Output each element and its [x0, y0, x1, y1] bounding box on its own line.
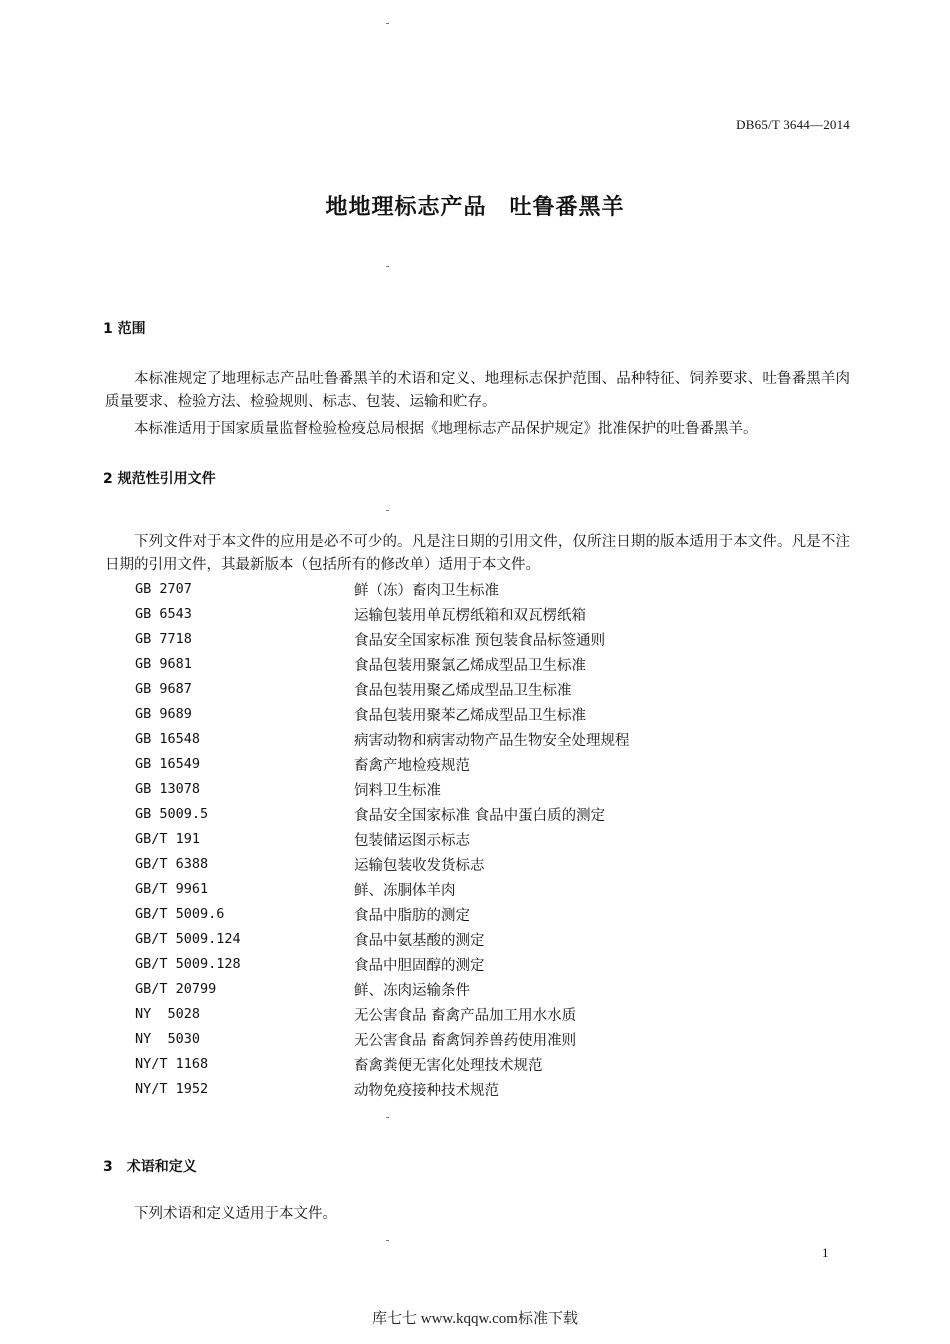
reference-name: 食品包装用聚苯乙烯成型品卫生标准: [354, 708, 586, 724]
reference-row: [135, 904, 775, 929]
scan-mark: [386, 510, 389, 511]
reference-code: NY 5030: [135, 1031, 201, 1047]
reference-code: GB 7718: [135, 631, 192, 647]
reference-code: GB 9687: [135, 681, 192, 697]
footer-watermark: 库七七 www.kqqw.com标准下载: [372, 1311, 578, 1327]
section-2-heading: 2 规范性引用文件: [103, 471, 216, 487]
scan-mark: [386, 1240, 389, 1241]
reference-name: 食品包装用聚氯乙烯成型品卫生标准: [354, 658, 586, 674]
reference-name: 食品中氨基酸的测定: [354, 933, 485, 949]
reference-name: 鲜、冻胴体羊肉: [354, 883, 456, 899]
reference-name: 动物免疫接种技术规范: [354, 1083, 499, 1099]
reference-name: 鲜（冻）畜肉卫生标准: [354, 583, 499, 599]
reference-code: NY/T 1168: [135, 1056, 209, 1072]
scan-mark: [386, 266, 389, 267]
reference-code: NY 5028: [135, 1006, 201, 1022]
reference-name: 畜禽粪便无害化处理技术规范: [354, 1058, 543, 1074]
reference-row: [135, 679, 775, 704]
reference-code: GB/T 9961: [135, 881, 209, 897]
document-title: 地地理标志产品 吐鲁番黑羊: [325, 195, 625, 220]
reference-row: [135, 654, 775, 679]
reference-name: 包装储运图示标志: [354, 833, 470, 849]
scan-mark: [386, 1117, 389, 1118]
reference-code: GB 9689: [135, 706, 192, 722]
reference-code: GB 16549: [135, 756, 201, 772]
reference-code: GB/T 6388: [135, 856, 209, 872]
reference-row: [135, 704, 775, 729]
reference-row: [135, 729, 775, 754]
scope-paragraph-1: 本标准规定了地理标志产品吐鲁番黑羊的术语和定义、地理标志保护范围、品种特征、饲养要求、吐鲁番黑羊肉质量要求、检验方法、检验规则、标志、包装、运输和贮存。: [105, 371, 850, 410]
reference-row: [135, 854, 775, 879]
reference-code: GB 2707: [135, 581, 192, 597]
scope-paragraph-2: 本标准适用于国家质量监督检验检疫总局根据《地理标志产品保护规定》批准保护的吐鲁番黑羊。: [134, 421, 758, 437]
reference-row: [135, 1054, 775, 1079]
reference-code: GB/T 5009.128: [135, 956, 241, 972]
reference-row: [135, 879, 775, 904]
standard-code: DB65/T 3644—2014: [736, 117, 850, 132]
reference-name: 运输包装用单瓦楞纸箱和双瓦楞纸箱: [354, 608, 586, 624]
reference-name: 畜禽产地检疫规范: [354, 758, 470, 774]
reference-code: GB/T 5009.124: [135, 931, 241, 947]
reference-code: GB/T 191: [135, 831, 201, 847]
reference-name: 无公害食品 畜禽产品加工用水水质: [354, 1008, 577, 1024]
reference-name: 食品安全国家标准 食品中蛋白质的测定: [354, 808, 606, 824]
section-1-heading: 1 范围: [103, 321, 146, 337]
reference-row: [135, 1029, 775, 1054]
reference-row: [135, 629, 775, 654]
reference-code: GB 13078: [135, 781, 201, 797]
reference-row: [135, 579, 775, 604]
reference-name: 食品中胆固醇的测定: [354, 958, 485, 974]
reference-name: 食品安全国家标准 预包装食品标签通则: [354, 633, 606, 649]
reference-name: 无公害食品 畜禽饲养兽药使用准则: [354, 1033, 577, 1049]
reference-name: 病害动物和病害动物产品生物安全处理规程: [354, 733, 630, 749]
reference-code: GB/T 5009.6: [135, 906, 225, 922]
reference-name: 鲜、冻肉运输条件: [354, 983, 470, 999]
reference-list: [135, 579, 775, 1104]
reference-row: [135, 929, 775, 954]
page-number: 1: [822, 1245, 829, 1260]
reference-name: 饲料卫生标准: [354, 783, 441, 799]
reference-code: GB 5009.5: [135, 806, 209, 822]
scan-mark: [386, 23, 389, 24]
section-3-heading: 3 术语和定义: [103, 1159, 197, 1175]
reference-row: [135, 604, 775, 629]
reference-name: 运输包装收发货标志: [354, 858, 485, 874]
reference-row: [135, 979, 775, 1004]
reference-row: [135, 1079, 775, 1104]
reference-row: [135, 954, 775, 979]
reference-code: GB 9681: [135, 656, 192, 672]
reference-code: NY/T 1952: [135, 1081, 209, 1097]
reference-name: 食品中脂肪的测定: [354, 908, 470, 924]
reference-code: GB 16548: [135, 731, 201, 747]
reference-row: [135, 804, 775, 829]
reference-row: [135, 754, 775, 779]
terms-intro: 下列术语和定义适用于本文件。: [134, 1206, 337, 1222]
reference-row: [135, 829, 775, 854]
reference-code: GB/T 20799: [135, 981, 217, 997]
reference-row: [135, 1004, 775, 1029]
reference-code: GB 6543: [135, 606, 192, 622]
normative-intro: 下列文件对于本文件的应用是必不可少的。凡是注日期的引用文件，仅所注日期的版本适用于本文件。凡是不注日期的引用文件，其最新版本（包括所有的修改单）适用于本文件。: [105, 534, 850, 573]
reference-row: [135, 779, 775, 804]
reference-name: 食品包装用聚乙烯成型品卫生标准: [354, 683, 572, 699]
